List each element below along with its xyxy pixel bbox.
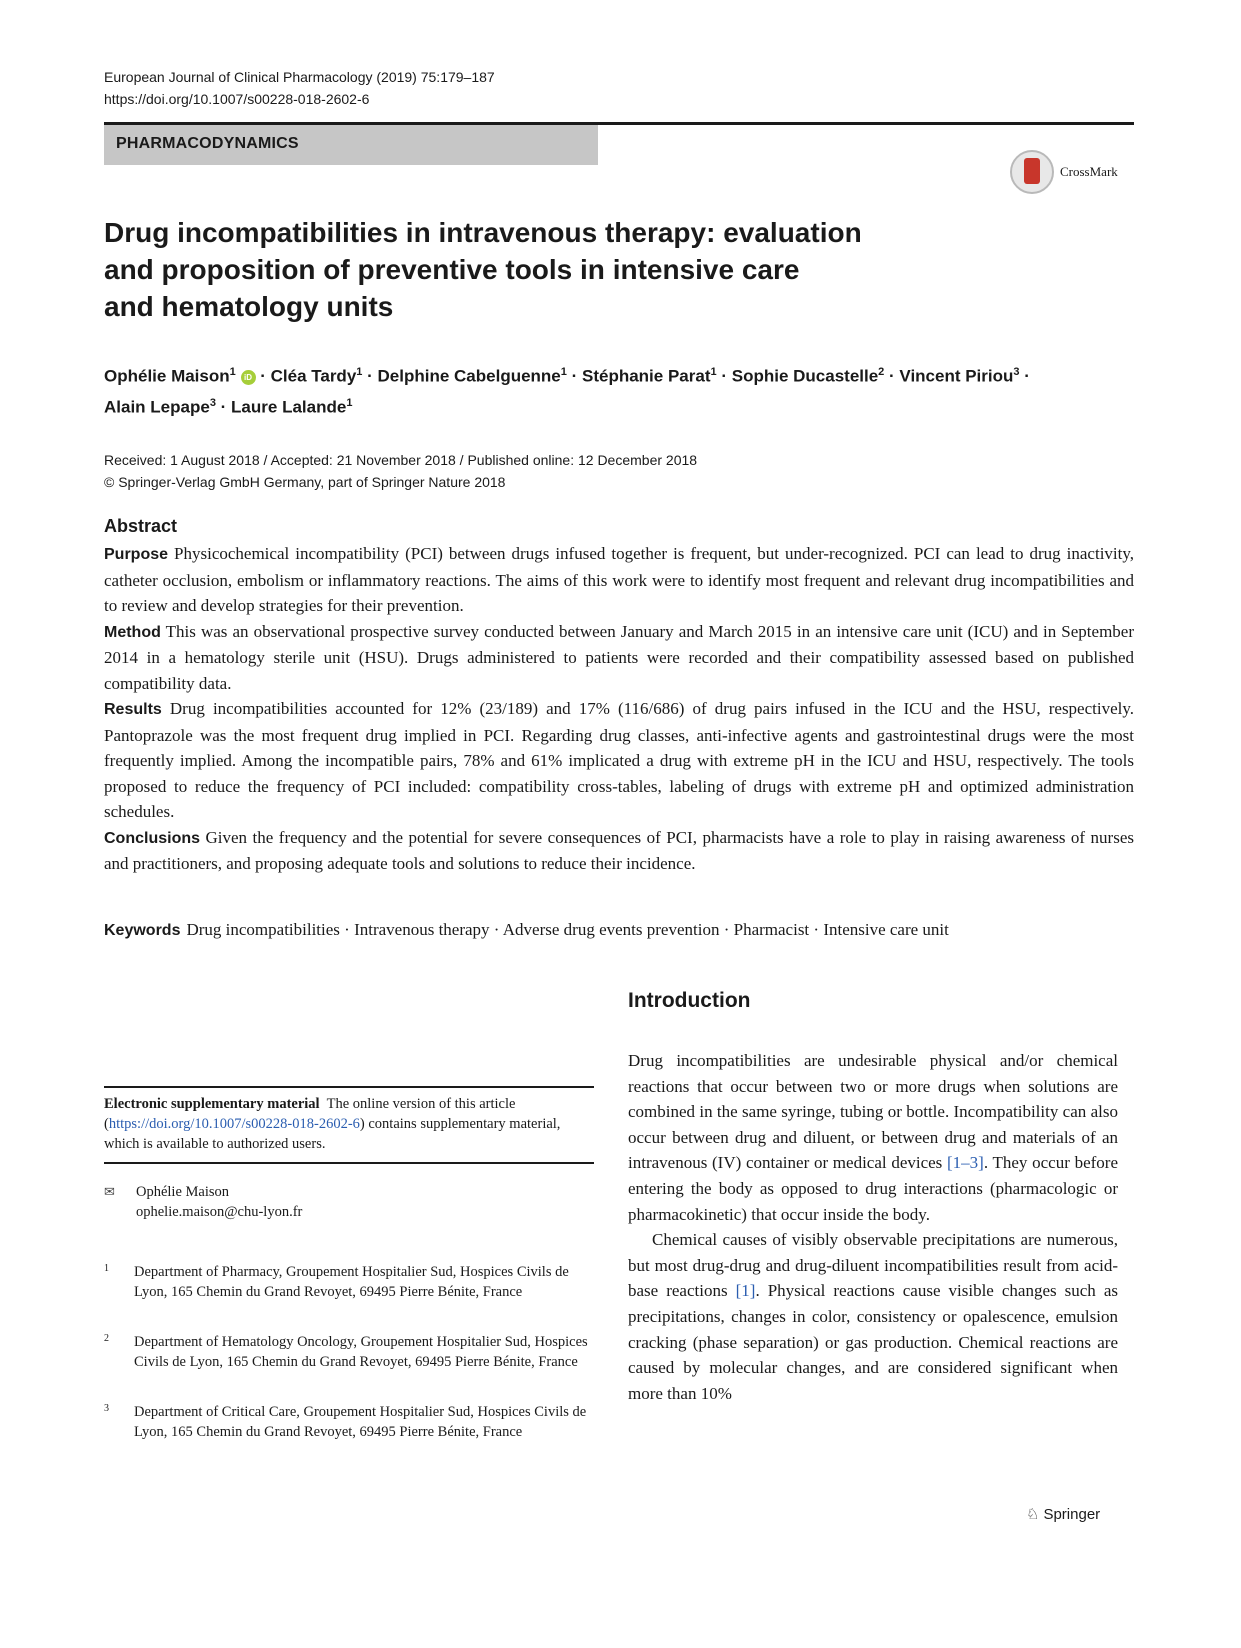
author-name[interactable]: Laure Lalande (231, 397, 347, 417)
publication-dates (104, 449, 697, 493)
author-affiliation: 1 (356, 366, 363, 378)
affiliation-text: Department of Hematology Oncology, Groupement Hospitalier Sud, Hospices Civils de Lyon, 165 Chemin du Grand Revoyet, 69495 Pierre Bénite, France (134, 1334, 588, 1370)
contact-name: Ophélie Maison (136, 1184, 230, 1200)
author-affiliation: 1 (346, 396, 353, 409)
esm-text-after: ) contains supplementary material, which is available to authorized users. (104, 1116, 561, 1152)
intro-paragraph (628, 1048, 1118, 1227)
crossmark-icon (1010, 150, 1054, 194)
doi-link[interactable]: https://doi.org/10.1007/s00228-018-2602-6 (104, 91, 370, 107)
results-label: Results (104, 701, 162, 718)
purpose-label: Purpose (104, 546, 169, 563)
publisher-name: Springer (1043, 1505, 1101, 1523)
conclusions-label: Conclusions (104, 829, 201, 847)
orcid-icon[interactable]: iD (241, 370, 256, 385)
title-line: Drug incompatibilities in intravenous therapy: evaluation (104, 217, 862, 248)
journal-citation (104, 66, 495, 110)
author-name[interactable]: Delphine Cabelguenne (377, 366, 561, 386)
keywords-text: Drug incompatibilities · Intravenous therapy · Adverse drug events prevention · Pharmacist · Intensive care unit (186, 920, 949, 939)
supplementary-material-note (104, 1086, 594, 1164)
author-affiliation: 2 (878, 366, 885, 378)
keywords-label: Keywords (104, 922, 181, 939)
conclusions-text: Given the frequency and the potential for severe consequences of PCI, pharmacists have a role to play in raising awareness of nurses and practitioners, and proposing adequate tools and solutions to reduce their incidence. (104, 827, 1134, 873)
citation-link[interactable]: [1–3] (947, 1153, 984, 1173)
author-name[interactable]: Cléa Tardy (270, 366, 357, 386)
author-name[interactable]: Sophie Ducastelle (731, 366, 879, 386)
esm-label: Electronic supplementary material (104, 1096, 320, 1112)
method-text: This was an observational prospective survey conducted between January and March 2015 in an intensive care unit (ICU) and in September 2014 in a hematology sterile unit (HSU). Drugs administered to patients were recorded and their compatibility assessed based on published compatibility data. (104, 621, 1134, 693)
author-affiliation: 1 (710, 366, 717, 378)
affiliation-number: 1 (104, 1263, 109, 1274)
author-list: Ophélie Maison$^1$ iD · Cléa Tardy$^1$ · Delphine Cabelguenne$^1$ · Stéphanie Parat$^1$ · Sophie Ducastelle$^2$ · Vincent Piriou$^3$ · Alain Lepape$^3$ · Laure Lalande$^1$ (104, 366, 1030, 417)
affiliation-text: Department of Critical Care, Groupement Hospitalier Sud, Hospices Civils de Lyon, 165 Chemin du Grand Revoyet, 69495 Pierre Bénite, France (134, 1404, 587, 1440)
affiliation-item (104, 1332, 594, 1372)
title-line: and hematology units (104, 291, 394, 322)
abstract (104, 516, 1134, 877)
intro-text: Chemical causes of visibly observable precipitations are numerous, but most drug-drug and drug-diluent incompatibilities result from acid-base reactions (628, 1230, 1118, 1301)
author-affiliation: 1 (560, 366, 567, 378)
crossmark-label: CrossMark (1060, 164, 1118, 179)
author-affiliation: 1 (229, 366, 236, 378)
abstract-method (104, 619, 1134, 697)
purpose-text: Physicochemical incompatibility (PCI) between drugs infused together is frequent, but under-recognized. PCI can lead to drug inactivity, catheter occlusion, embolism or inflammatory reactions. The aims of this work were to identify most frequent and relevant drug incompatibilities and to review and develop strategies for their prevention. (104, 544, 1135, 615)
intro-text: . They occur before entering the body as opposed to drug interactions (pharmacologic or pharmacokinetic) that occur inside the body. (628, 1153, 1118, 1224)
author-name[interactable]: Stéphanie Parat (582, 366, 711, 386)
article-title (104, 214, 864, 325)
dates-line: Received: 1 August 2018 / Accepted: 21 November 2018 / Published online: 12 December 2018 (104, 452, 698, 468)
intro-text: Drug incompatibilities are undesirable physical and/or chemical reactions that occur between two or more drugs when solutions are combined in the same syringe, tubing or bottle. Incompatibility can also occur between drug and diluent, or between drug and materials of an intravenous (IV) container or medical devices (628, 1051, 1118, 1173)
contact-email[interactable]: ophelie.maison@chu-lyon.fr (136, 1204, 303, 1220)
envelope-icon: ✉ (104, 1184, 115, 1199)
results-text: Drug incompatibilities accounted for 12% (23/189) and 17% (116/686) of drug pairs infused in the ICU and the HSU, respectively. Pantoprazole was the most frequent drug implied in PCI. Regarding drug classes, anti-infective agents and gastrointestinal drugs were the most frequently implied. Among the incompatible pairs, 78% and 61% implicated a drug with extreme pH in the ICU and HSU, respectively. The tools proposed to reduce the frequency of PCI included: compatibility cross-tables, labeling of drugs with extreme pH and optimized administration schedules. (104, 699, 1135, 821)
introduction-heading: Introduction (628, 989, 751, 1012)
affiliation-number: 3 (104, 1403, 109, 1414)
section-bar (104, 125, 598, 165)
intro-paragraph (628, 1227, 1118, 1406)
affiliation-item (104, 1402, 594, 1442)
method-label: Method (104, 623, 161, 641)
author-name[interactable]: Ophélie Maison (104, 366, 230, 386)
copyright-line: © Springer-Verlag GmbH Germany, part of Springer Nature 2018 (104, 474, 506, 490)
author-affiliation: 3 (1013, 366, 1020, 378)
journal-name: European Journal of Clinical Pharmacology (2019) 75:179–187 (104, 69, 495, 85)
keywords (104, 918, 1144, 943)
section-label: PHARMACODYNAMICS (116, 135, 299, 152)
author-affiliation: 3 (209, 396, 216, 409)
abstract-purpose (104, 541, 1134, 619)
introduction-body (628, 1048, 1118, 1406)
author-name[interactable]: Alain Lepape (104, 397, 210, 417)
title-line: and proposition of preventive tools in intensive care (104, 254, 800, 285)
affiliation-text: Department of Pharmacy, Groupement Hospitalier Sud, Hospices Civils de Lyon, 165 Chemin du Grand Revoyet, 69495 Pierre Bénite, France (134, 1264, 569, 1300)
affiliation-number: 2 (104, 1333, 109, 1344)
esm-text-before: The online version of this article ( (104, 1096, 516, 1132)
corresponding-author (104, 1182, 302, 1222)
citation-link[interactable]: [1] (735, 1281, 756, 1301)
author-name[interactable]: Vincent Piriou (899, 366, 1014, 386)
abstract-heading: Abstract (104, 516, 178, 536)
crossmark-badge[interactable] (1010, 150, 1118, 194)
publisher-logo (1026, 1505, 1100, 1523)
abstract-results (104, 696, 1134, 825)
affiliation-item (104, 1262, 594, 1302)
intro-text: . Physical reactions cause visible changes such as precipitations, changes in color, consistency or opalescence, emulsion cracking (phase separation) or gas production. Chemical reactions are caused by molecular changes, and are considered significant when more than 10% (628, 1281, 1118, 1403)
springer-horse-icon: ♘ (1026, 1506, 1040, 1523)
esm-link[interactable]: https://doi.org/10.1007/s00228-018-2602-6 (108, 1116, 360, 1132)
abstract-conclusions (104, 825, 1134, 877)
